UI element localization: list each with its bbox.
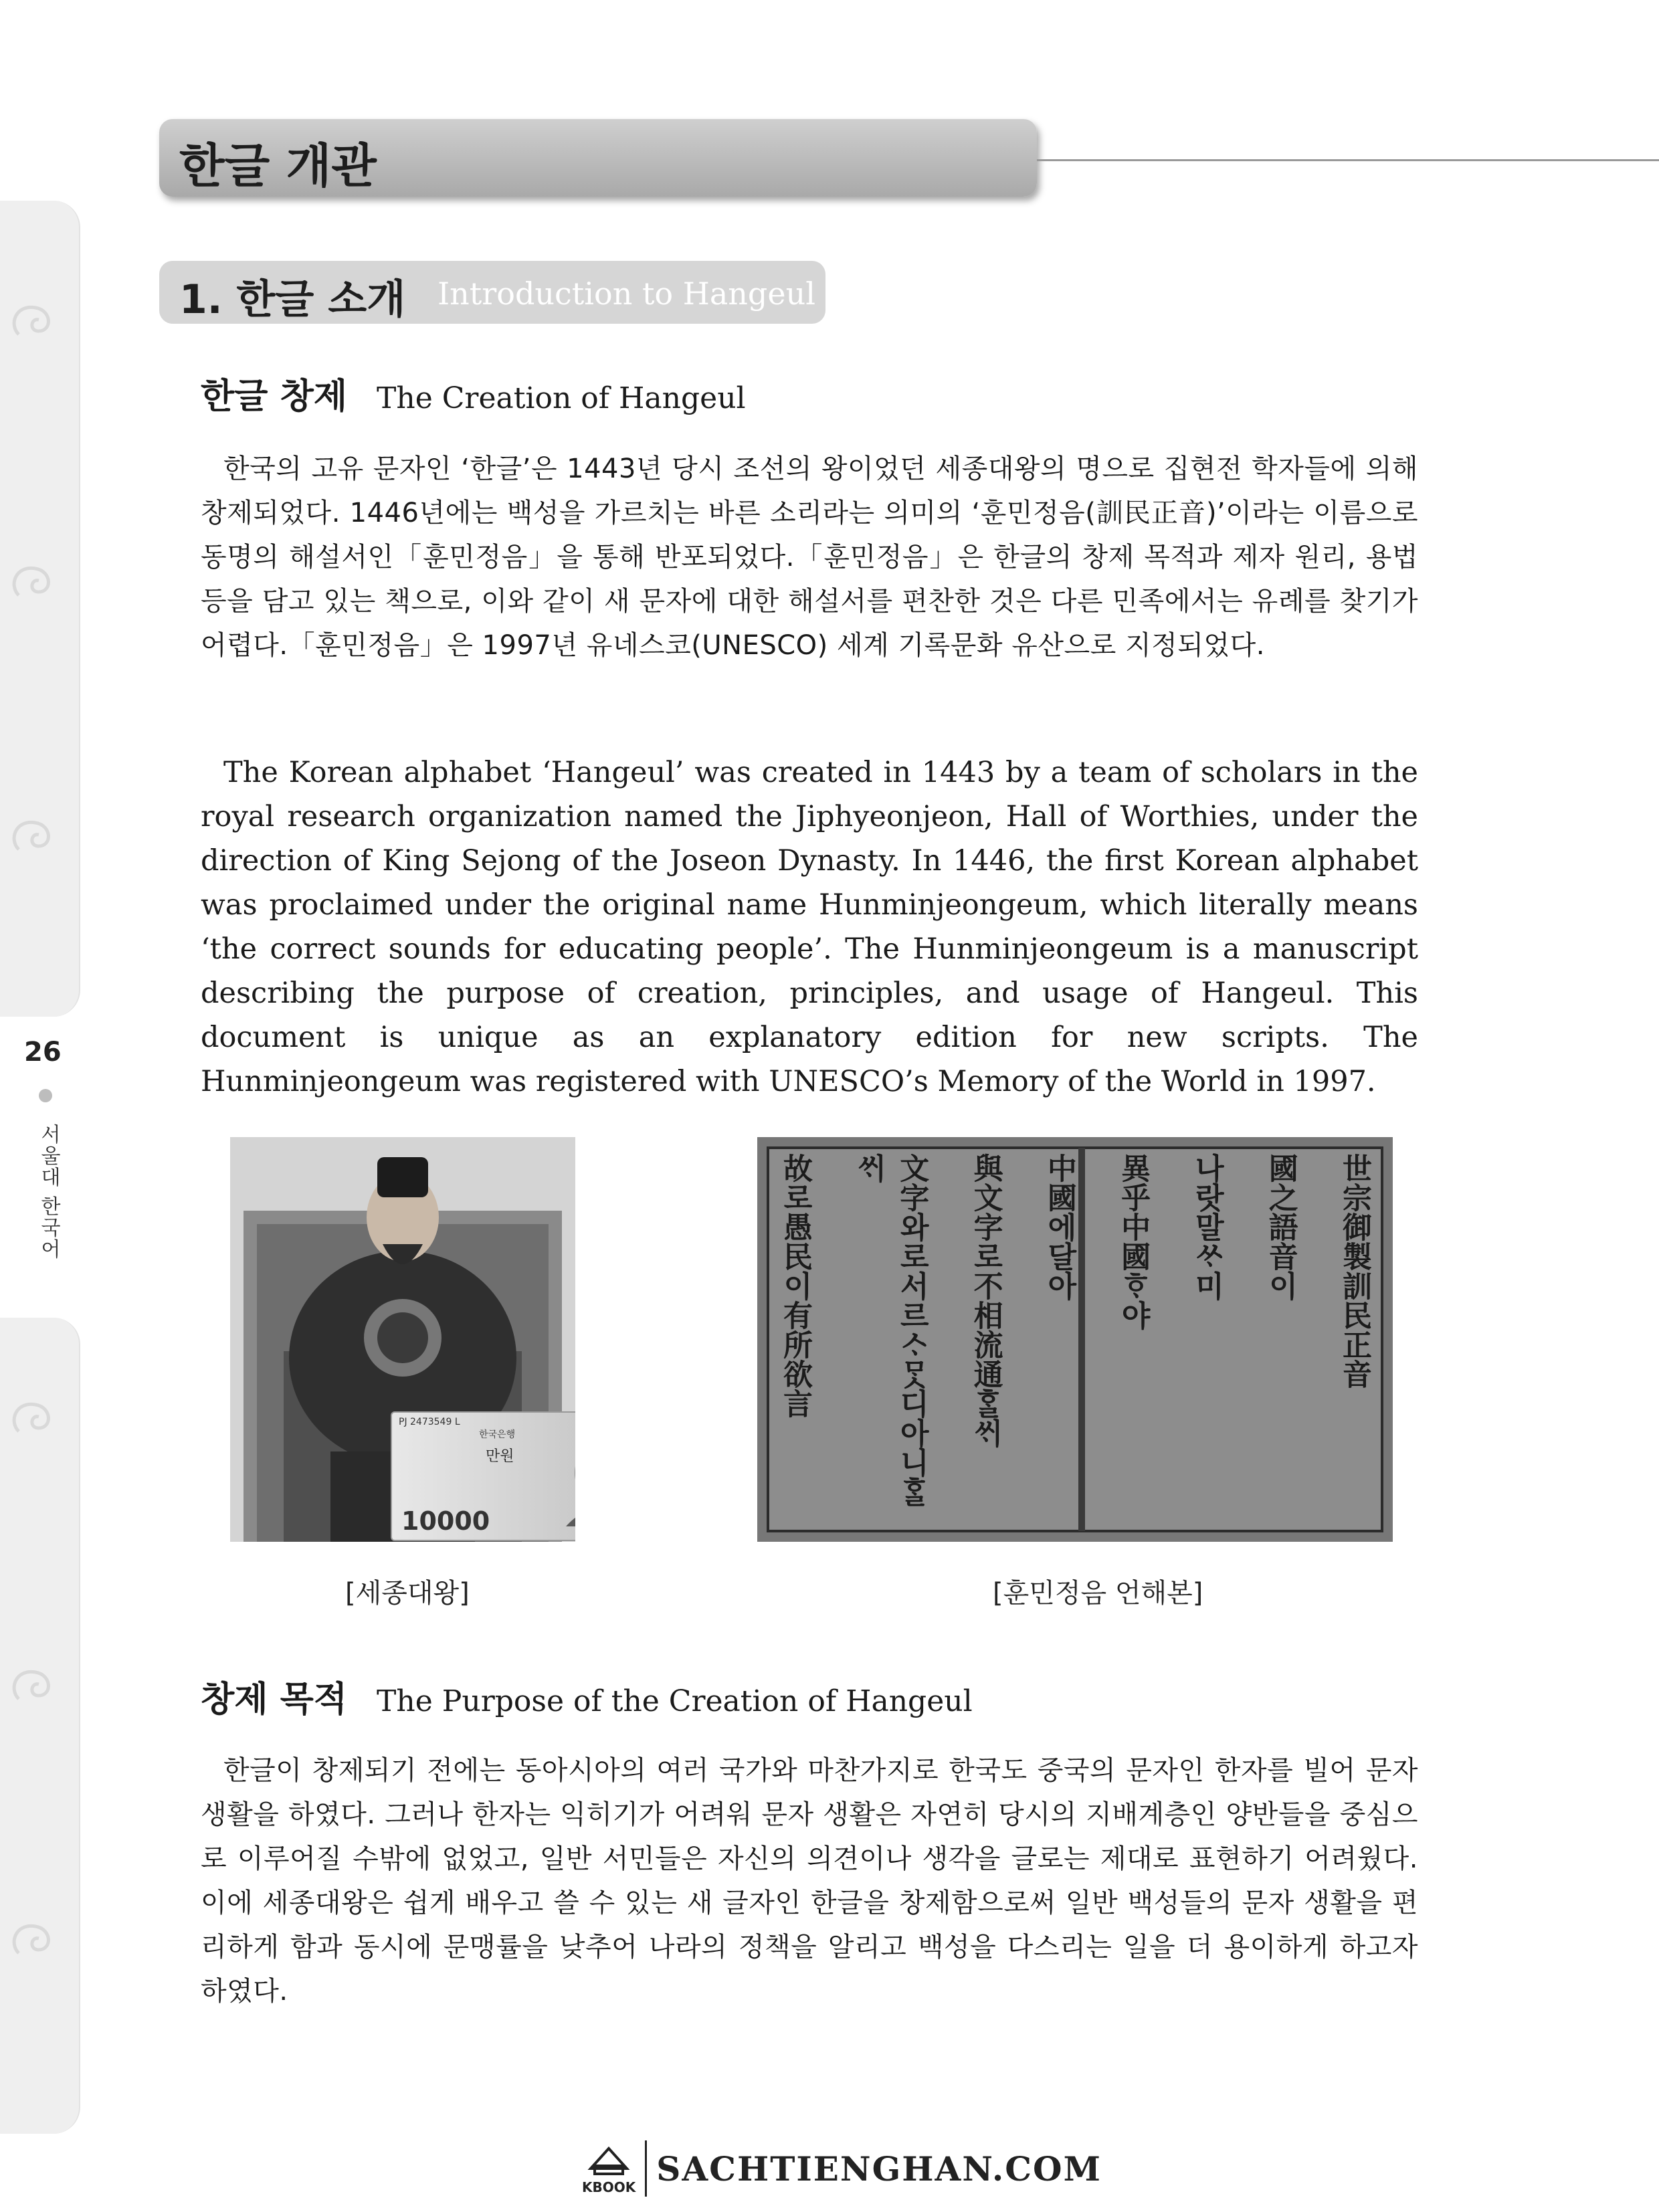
subheading-purpose <box>201 1671 973 1721</box>
subheading-creation <box>201 368 746 418</box>
king-sejong-portrait <box>230 1137 575 1542</box>
banknote-portrait-icon <box>559 1426 575 1526</box>
manuscript-col-4: 異乎中國ᄒᆞ야 <box>1116 1153 1151 1330</box>
cloud-swirl-icon <box>5 548 72 615</box>
book-stack-icon <box>585 2142 632 2179</box>
kbook-logo-text: KBOOK <box>582 2179 636 2195</box>
manuscript-col-1: 世宗御製訓民正音 <box>1337 1153 1371 1389</box>
chapter-divider <box>1037 159 1659 161</box>
manuscript-col-6: 與文字로不相流通ᄒᆞᆯᄊᆡ <box>968 1153 1003 1447</box>
chapter-header-bar <box>159 119 1037 197</box>
section-title: 1. 한글 소개 <box>179 276 406 323</box>
section-header-bar <box>159 261 825 324</box>
margin-decoration-top <box>0 201 80 1017</box>
footer-brand <box>582 2140 1102 2197</box>
creation-paragraph-en: The Korean alphabet ‘Hangeul’ was created in 1443 by a team of scholars in the royal research organization named the Jiphyeonjeon, Hall of Worthies, under the direction of King Sejong of the Joseon Dynasty. In 1446, the first Korean alphabet was proclaimed under the original name Hunminjeongeum, which literally means ‘the correct sounds for educating people’. The Hunminjeongeum is a manuscript describing the purpose of creation, principles, and usage of Hangeul. This document is unique as an explanatory edition for new scripts. The Hunminjeongeum was registered with UNESCO’s Memory of the World in 1997. <box>201 756 1418 1098</box>
subheading-creation-ko: 한글 창제 <box>201 377 348 417</box>
manuscript-col-7: 文字와로서르ᄉᆞᄆᆞᆺ디아니ᄒᆞᆯᄊᆡ <box>852 1153 929 1506</box>
caption-king-sejong: [세종대왕] <box>345 1578 470 1609</box>
caption-manuscript: [훈민정음 언해본] <box>993 1578 1203 1609</box>
section-english-title: Introduction to Hangeul <box>437 276 815 312</box>
kbook-logo <box>582 2142 636 2195</box>
margin-decoration-bottom <box>0 1318 80 2134</box>
manuscript-col-2: 國之語音이 <box>1263 1153 1298 1300</box>
manuscript-col-5: 中國에달아 <box>1042 1153 1076 1300</box>
book-title-vertical: 서울대 한국어 <box>37 1124 60 1260</box>
cloud-swirl-icon <box>5 288 72 355</box>
cloud-swirl-icon <box>5 1652 72 1719</box>
footer-brand-text: SACHTIENGHAN.COM <box>656 2148 1102 2189</box>
creation-paragraph-ko: 한국의 고유 문자인 ‘한글’은 1443년 당시 조선의 왕이었던 세종대왕의 명으로 집현전 학자들에 의해 창제되었다. 1446년에는 백성을 가르치는 바른 소리라는 의미의 ‘훈민정음(訓民正音)’이라는 이름으로 동명의 해설서인「훈민정음」을 통해 반포되었다.「훈민정음」은 한글의 창제 목적과 제자 원리, 용법 등을 담고 있는 책으로, 이와 같이 새 문자에 대한 해설서를 편찬한 것은 다른 민족에서는 유례를 찾기가 어렵다.「훈민정음」은 1997년 유네스코(UNESCO) 세계 기록문화 유산으로 지정되었다. <box>201 454 1418 661</box>
chapter-title: 한글 개관 <box>179 138 377 193</box>
cloud-swirl-icon <box>5 1385 72 1451</box>
hunminjeongeum-manuscript <box>757 1137 1393 1542</box>
banknote-word: 만원 <box>486 1448 514 1465</box>
manuscript-col-3: 나랏말ᄊᆞ미 <box>1189 1153 1224 1300</box>
banknote-bank: 한국은행 <box>479 1429 516 1440</box>
subheading-purpose-ko: 창제 목적 <box>201 1680 348 1720</box>
manuscript-columns <box>773 1153 1375 1528</box>
banknote-amount: 10000 <box>401 1506 490 1536</box>
purpose-paragraph-ko: 한글이 창제되기 전에는 동아시아의 여러 국가와 마찬가지로 한국도 중국의 문자인 한자를 빌어 문자 생활을 하였다. 그러나 한자는 익히기가 어려워 문자 생활은 자연히 당시의 지배계층인 양반들을 중심으로 이루어질 수밖에 없었고, 일반 서민들은 자신의 의견이나 생각을 글로는 제대로 표현하기 어려웠다. 이에 세종대왕은 쉽게 배우고 쓸 수 있는 새 글자인 한글을 창제함으로써 일반 백성들의 문자 생활을 편리하게 함과 동시에 문맹률을 낮추어 나라의 정책을 알리고 백성을 다스리는 일을 더 용이하게 하고자 하였다. <box>201 1755 1418 2007</box>
subheading-creation-en: The Creation of Hangeul <box>377 381 746 415</box>
page-dot-icon <box>39 1089 52 1102</box>
footer-divider <box>645 2140 647 2197</box>
manuscript-col-8: 故로愚民이有所欲言 <box>778 1153 812 1418</box>
banknote <box>391 1411 575 1541</box>
cloud-swirl-icon <box>5 803 72 870</box>
cloud-swirl-icon <box>5 1906 72 1973</box>
subheading-purpose-en: The Purpose of the Creation of Hangeul <box>377 1684 973 1718</box>
page-number: 26 <box>24 1037 62 1068</box>
banknote-serial: PJ 2473549 L <box>399 1417 460 1427</box>
